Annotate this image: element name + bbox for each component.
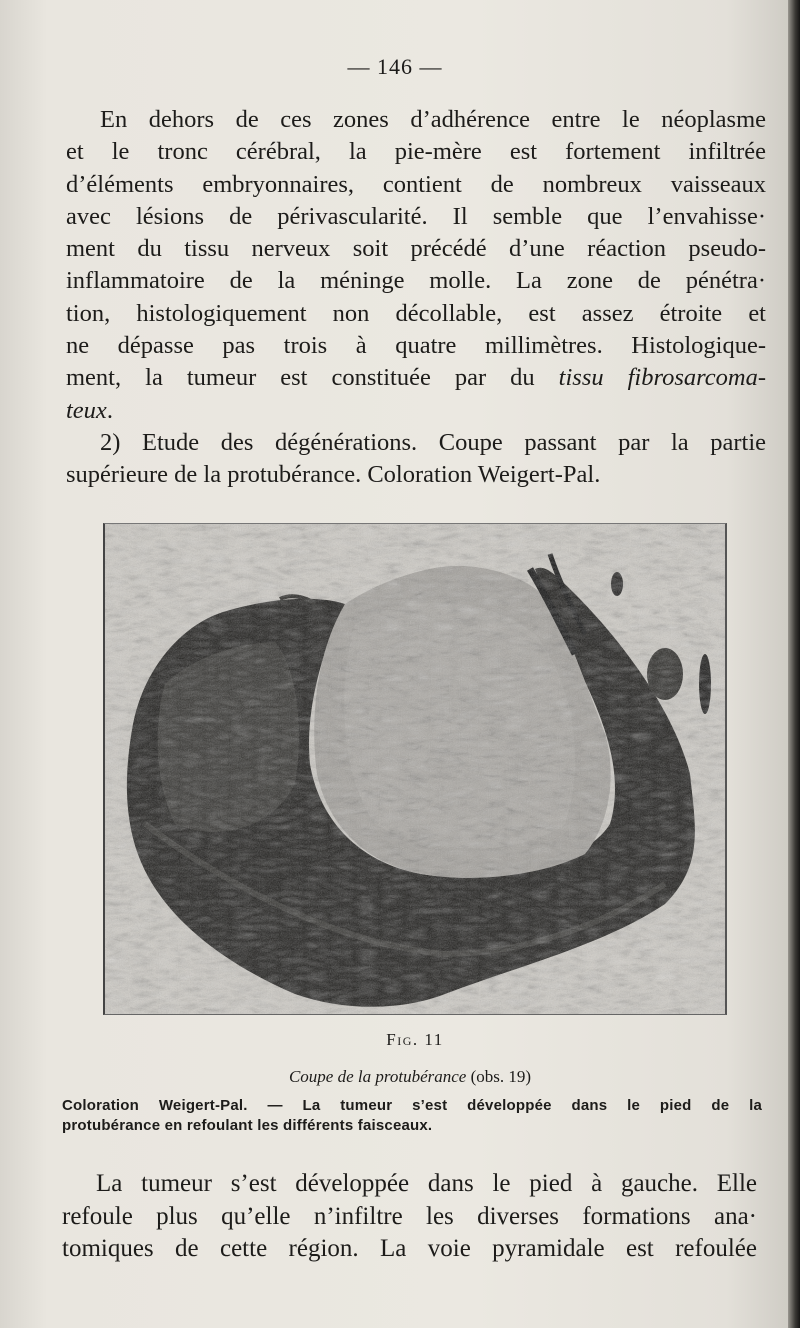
text-line: ne dépasse pas trois à quatre millimètres. Histologique- xyxy=(66,332,766,360)
histology-section-image xyxy=(105,524,725,1014)
text-line xyxy=(66,395,766,427)
text-line: En dehors de ces zones d’adhérence entre le néoplasme xyxy=(100,106,766,133)
text-line xyxy=(66,362,766,394)
paragraph-1 xyxy=(66,104,766,427)
text-line: refoule plus qu’elle n’infiltre les diverses formations ana· xyxy=(62,1202,757,1230)
text-segment: ment, la tumeur est constituée par du xyxy=(66,364,535,392)
text-line: avec lésions de périvascularité. Il semble que l’envahisse· xyxy=(66,202,766,230)
text-line: et le tronc cérébral, la pie-mère est fortement infiltrée xyxy=(66,138,766,166)
figure-caption-title xyxy=(0,1067,800,1087)
paragraph-3 xyxy=(62,1168,757,1266)
paragraph-2 xyxy=(66,427,766,492)
caption-line: protubérance en refoulant les différents faisceaux. xyxy=(62,1117,433,1134)
text-line: tion, histologiquement non décollable, est assez étroite et xyxy=(66,299,766,327)
book-spine-shadow xyxy=(788,0,800,1328)
figure-caption-obs: (obs. 19) xyxy=(470,1067,532,1086)
figure-label: Fig. 11 xyxy=(386,1030,444,1049)
text-punctuation: . xyxy=(106,396,113,424)
caption-line: Coloration Weigert-Pal. — La tumeur s’est développée dans le pied de la xyxy=(62,1097,762,1114)
text-line: supérieure de la protubérance. Coloration Weigert-Pal. xyxy=(66,461,601,489)
text-line: inflammatoire de la méninge molle. La zone de pénétra· xyxy=(66,267,766,295)
text-line: ment du tissu nerveux soit précédé d’une réaction pseudo- xyxy=(66,235,766,263)
italic-term: tissu fibrosarcoma- xyxy=(558,364,766,392)
histology-figure xyxy=(103,523,727,1015)
page-number: — 146 — xyxy=(347,54,443,79)
text-line: tomiques de cette région. La voie pyramidale est refoulée xyxy=(62,1235,757,1262)
figure-caption-title-italic: Coupe de la protubérance xyxy=(288,1067,467,1086)
text-line: La tumeur s’est développée dans le pied à gauche. Elle xyxy=(96,1170,757,1197)
italic-term-end: teux xyxy=(66,396,107,424)
text-line: 2) Etude des dégénérations. Coupe passant par la partie xyxy=(100,429,766,456)
figure-caption-body xyxy=(62,1096,762,1136)
text-line: d’éléments embryonnaires, contient de nombreux vaisseaux xyxy=(66,170,766,198)
